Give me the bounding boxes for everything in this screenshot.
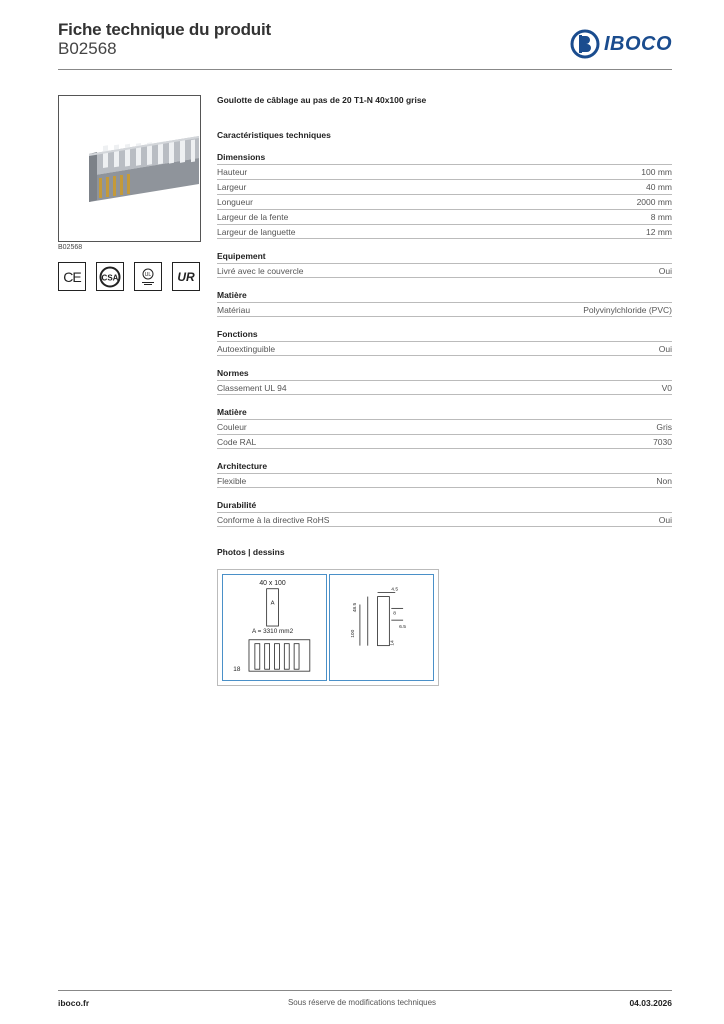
page-title: Fiche technique du produit	[58, 20, 271, 39]
dim-label: 100	[351, 629, 357, 638]
spec-value: 100 mm	[641, 167, 672, 177]
spec-row	[217, 434, 672, 449]
spec-group-title: Matière	[217, 407, 247, 417]
cross-section-drawing	[222, 574, 327, 681]
spec-row	[217, 419, 672, 434]
spec-section	[217, 95, 672, 557]
spec-value: 12 mm	[646, 227, 672, 237]
spec-group-material	[217, 290, 672, 317]
spec-group-title: Dimensions	[217, 152, 266, 162]
area-label: A = 3310 mm2	[251, 627, 294, 635]
spec-label: Largeur de languette	[217, 227, 296, 237]
spec-group-title: Durabilité	[217, 500, 257, 510]
brand-name: IBOCO	[603, 32, 672, 55]
ul-mark-svg	[137, 266, 159, 288]
spec-value: Non	[656, 476, 672, 486]
spec-row	[217, 179, 672, 194]
image-caption: B02568	[58, 244, 83, 251]
brand-logo[interactable]	[570, 28, 672, 60]
ur-mark-label: UR	[177, 269, 195, 284]
spec-label: Livré avec le couvercle	[217, 266, 304, 276]
spec-group-standards	[217, 368, 672, 395]
spec-group-durability	[217, 500, 672, 527]
spec-value: Gris	[656, 422, 672, 432]
product-photo	[58, 95, 201, 242]
spec-label: Longueur	[217, 197, 253, 207]
spec-value: Polyvinylchloride (PVC)	[583, 305, 672, 315]
section-letter: A	[270, 600, 275, 607]
spec-group-title: Equipement	[217, 251, 266, 261]
spec-value: V0	[661, 383, 672, 393]
spec-label: Classement UL 94	[217, 383, 287, 393]
ce-mark-icon	[58, 262, 86, 291]
spec-row	[217, 263, 672, 278]
size-label: 40 x 100	[259, 579, 286, 587]
iboco-logo-icon	[570, 29, 600, 59]
spec-group-title: Architecture	[217, 461, 268, 471]
spec-group-title: Normes	[217, 368, 249, 378]
spec-label: Flexible	[217, 476, 247, 486]
spec-label: Conforme à la directive RoHS	[217, 515, 330, 525]
spec-label: Couleur	[217, 422, 247, 432]
slot-label: 18	[233, 666, 241, 674]
spec-group-material-color	[217, 407, 672, 449]
footer-divider	[58, 990, 672, 991]
ce-mark-label: CE	[63, 268, 81, 285]
ul-mark-label: UL	[144, 271, 152, 278]
spec-group-dimensions	[217, 152, 672, 239]
photos-heading: Photos | dessins	[217, 547, 285, 557]
cross-section-svg	[223, 575, 326, 680]
spec-value: 8 mm	[650, 212, 672, 222]
footer-date: 04.03.2026	[629, 998, 672, 1008]
dim-label: 4.5	[391, 587, 399, 593]
spec-label: Matériau	[217, 305, 251, 315]
spec-label: Hauteur	[217, 167, 248, 177]
footer-disclaimer: Sous réserve de modifications techniques	[287, 998, 437, 1007]
dim-label: 14	[390, 640, 396, 646]
ur-mark-svg	[175, 266, 197, 288]
spec-row	[217, 164, 672, 179]
ul-listed-icon	[134, 262, 162, 291]
spec-group-title: Fonctions	[217, 329, 258, 339]
product-name: Goulotte de câblage au pas de 20 T1-N 40x100 grise	[217, 95, 427, 105]
spec-row	[217, 512, 672, 527]
csa-mark-svg	[99, 266, 121, 288]
spec-row	[217, 224, 672, 239]
specs-heading: Caractéristiques techniques	[217, 130, 331, 140]
spec-value: Oui	[658, 344, 672, 354]
spec-value: Oui	[658, 515, 672, 525]
spec-row	[217, 341, 672, 356]
spec-group-title: Matière	[217, 290, 247, 300]
spec-value: 40 mm	[646, 182, 672, 192]
spec-row	[217, 380, 672, 395]
dim-label: 6.5	[399, 624, 406, 630]
wiring-duct-image	[59, 96, 200, 241]
spec-label: Code RAL	[217, 437, 257, 447]
csa-mark-label: CSA	[101, 273, 119, 282]
spec-row	[217, 302, 672, 317]
spec-value: 2000 mm	[636, 197, 672, 207]
spec-row	[217, 194, 672, 209]
spec-label: Largeur	[217, 182, 247, 192]
footer-site-link[interactable]: iboco.fr	[58, 998, 90, 1008]
dim-label: 8	[393, 611, 397, 617]
spec-group-equipment	[217, 251, 672, 278]
ur-recognized-icon	[172, 262, 200, 291]
certification-icons	[58, 262, 200, 292]
profile-drawing	[329, 574, 434, 681]
dim-label: 48.5	[352, 602, 358, 613]
spec-value: Oui	[658, 266, 672, 276]
spec-row	[217, 473, 672, 488]
spec-group-architecture	[217, 461, 672, 488]
spec-row	[217, 209, 672, 224]
csa-mark-icon	[96, 262, 124, 291]
technical-drawings	[217, 569, 439, 686]
page-header	[58, 20, 672, 70]
spec-label: Largeur de la fente	[217, 212, 289, 222]
spec-group-functions	[217, 329, 672, 356]
header-divider	[58, 69, 672, 70]
spec-value: 7030	[653, 437, 672, 447]
profile-svg	[330, 575, 433, 680]
product-code: B02568	[58, 39, 117, 58]
spec-label: Autoextinguible	[217, 344, 276, 354]
